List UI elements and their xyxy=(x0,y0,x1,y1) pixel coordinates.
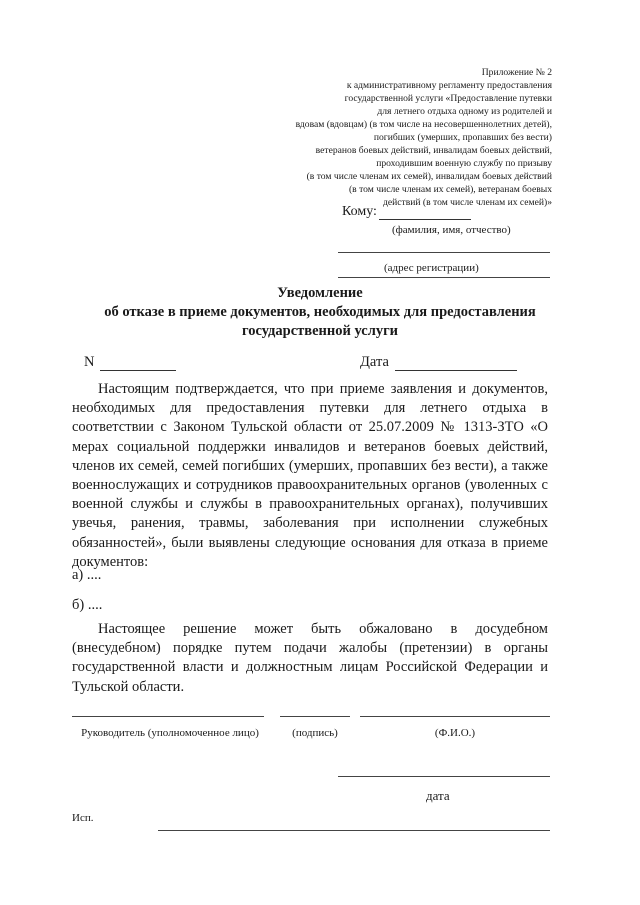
appendix-line: проходившим военную службу по призыву xyxy=(376,158,552,169)
sign-date-label: дата xyxy=(426,788,450,803)
document-title xyxy=(0,284,640,341)
appendix-header xyxy=(222,66,552,209)
number-field xyxy=(84,354,176,371)
head-signature-line[interactable] xyxy=(72,716,264,717)
appendix-line: (в том числе членам их семей), инвалидам боевых действий xyxy=(306,171,552,182)
reason-item-b: б) .... xyxy=(72,597,103,613)
executor-label: Исп. xyxy=(72,812,94,824)
recipient-address-line[interactable] xyxy=(338,277,550,278)
body-paragraph-2: Настоящее решение может быть обжаловано в досудебном (внесудебном) порядке путем подачи жалобы (претензии) в органы государственной власти и должностным лицам Российской Федерации и Тульской области. xyxy=(72,621,548,695)
appendix-line: для летнего отдыха одному из родителей и xyxy=(377,106,552,117)
appendix-line: погибших (умерших, пропавших без вести) xyxy=(373,132,552,143)
recipient-to-row xyxy=(342,204,471,220)
sign-date-line[interactable] xyxy=(338,776,550,777)
appendix-line: государственной услуги «Предоставление путевки xyxy=(344,93,552,104)
recipient-to-line[interactable] xyxy=(379,205,471,220)
date-line[interactable] xyxy=(395,356,517,371)
number-label: N xyxy=(84,354,95,370)
sign-line[interactable] xyxy=(280,716,350,717)
appendix-line: действий (в том числе членам их семей)» xyxy=(382,197,552,208)
title-line: Уведомление xyxy=(277,285,363,301)
fio-line[interactable] xyxy=(360,716,550,717)
appendix-line: ветеранов боевых действий, инвалидам боевых действий, xyxy=(315,145,552,156)
number-line[interactable] xyxy=(100,356,176,371)
executor-line[interactable] xyxy=(158,830,550,831)
date-label: Дата xyxy=(360,354,389,370)
title-line: государственной услуги xyxy=(241,323,399,339)
sign-label: (подпись) xyxy=(292,727,338,739)
recipient-name-hint: (фамилия, имя, отчество) xyxy=(392,224,511,236)
recipient-name-line[interactable] xyxy=(338,252,550,253)
appendix-line: Приложение № 2 xyxy=(481,67,552,78)
appendix-line: к административному регламенту предоставления xyxy=(346,80,552,91)
recipient-address-hint: (адрес регистрации) xyxy=(384,262,479,274)
date-field xyxy=(360,354,517,371)
appendix-line: (в том числе членам их семей), ветеранам боевых xyxy=(348,184,552,195)
appendix-line: вдовам (вдовцам) (в том числе на несовершеннолетних детей), xyxy=(295,119,552,130)
head-label: Руководитель (уполномоченное лицо) xyxy=(81,727,259,739)
body-paragraph-1: Настоящим подтверждается, что при приеме заявления и документов, необходимых для предоставления путевки для летнего отдыха в соответствии с Законом Тульской области от 25.07.2009 № 1313-ЗТО «О мерах социальной поддержки инвалидов и ветеранов боевых действий, членов их семей, семей погибших (умерших, пропавших без вести), а также военнослужащих и сотрудников правоохранительных органов (уволенных с военной службы и службы в правоохранительных органах), получивших увечья, ранения, травмы, заболевания при исполнении служебных обязанностей», были выявлены следующие основания для отказа в приеме документов: xyxy=(72,381,548,570)
title-line: об отказе в приеме документов, необходимых для предоставления xyxy=(104,304,536,320)
recipient-to-label: Кому: xyxy=(342,204,377,219)
fio-label: (Ф.И.О.) xyxy=(434,727,476,739)
reason-item-a: а) .... xyxy=(72,567,102,583)
